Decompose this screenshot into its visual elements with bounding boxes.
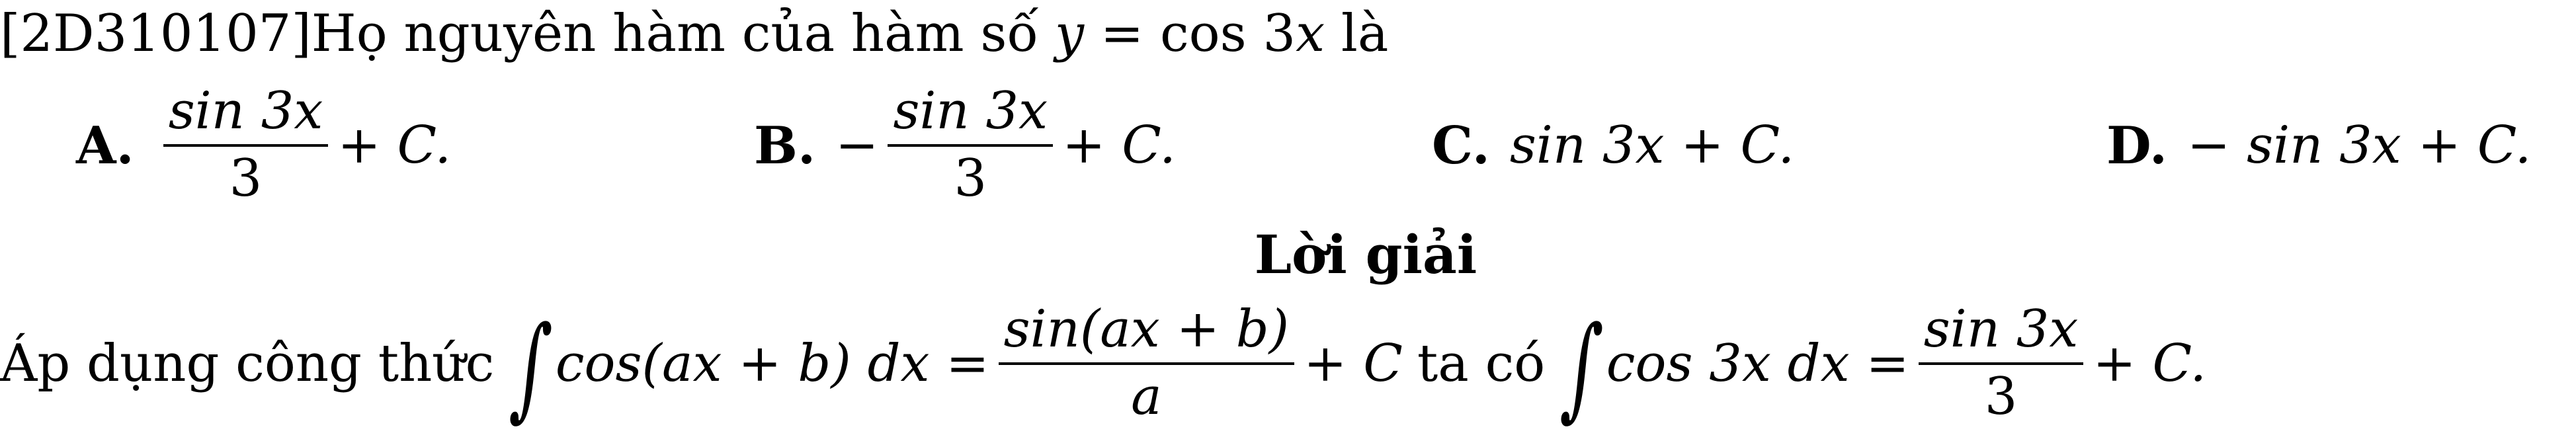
option-d-expression: − sin 3x + C. — [2187, 116, 2532, 175]
option-b-fraction — [888, 81, 1053, 208]
option-d-label: D. — [2106, 115, 2168, 176]
fraction-bar — [999, 362, 1294, 365]
option-b-denominator: 3 — [954, 149, 987, 208]
option-a-fraction — [163, 81, 329, 208]
option-b-numerator: sin 3x — [893, 81, 1048, 141]
fraction-bar — [163, 144, 329, 147]
solution-connector: ta có — [1417, 334, 1546, 393]
integral-sign-formula: ∫ — [507, 302, 556, 433]
function-variable-x: x — [1296, 4, 1325, 63]
formula-rest: + C — [1304, 334, 1403, 393]
question-tail: là — [1341, 4, 1389, 63]
option-b-rest: + C. — [1062, 116, 1176, 175]
function-equals: = — [1100, 4, 1144, 63]
option-a-rest: + C. — [337, 116, 452, 175]
option-a-denominator: 3 — [229, 149, 263, 208]
formula-fraction — [999, 300, 1294, 426]
question-text: Họ nguyên hàm của hàm số — [311, 4, 1039, 63]
solution-title: Lời giải — [1254, 223, 1477, 286]
formula-denominator: a — [1131, 367, 1162, 426]
option-b[interactable] — [754, 69, 1176, 222]
option-a-numerator: sin 3x — [168, 81, 323, 141]
formula-integrand: cos(ax + b) dx = — [555, 334, 989, 393]
option-d[interactable] — [2106, 69, 2531, 222]
apply-denominator: 3 — [1984, 367, 2018, 426]
function-variable-y: y — [1054, 4, 1085, 63]
question-line — [0, 4, 1389, 63]
function-expression: cos 3 — [1160, 4, 1296, 63]
option-b-label: B. — [754, 115, 816, 176]
apply-rest: + C. — [2093, 334, 2207, 393]
apply-numerator: sin 3x — [1923, 300, 2079, 360]
formula-numerator: sin(ax + b) — [1003, 300, 1290, 360]
option-a-label: A. — [76, 115, 134, 176]
integral-sign-apply: ∫ — [1558, 302, 1606, 433]
apply-integrand: cos 3x dx = — [1606, 334, 1909, 393]
option-c[interactable] — [1432, 69, 1794, 222]
option-b-sign: − — [835, 116, 879, 175]
fraction-bar — [1919, 362, 2084, 365]
option-c-label: C. — [1432, 115, 1490, 176]
option-c-expression: sin 3x + C. — [1509, 116, 1795, 175]
apply-fraction — [1919, 300, 2084, 426]
solution-body — [0, 284, 2206, 443]
question-code: [2D310107] — [0, 4, 312, 63]
solution-intro: Áp dụng công thức — [0, 334, 495, 393]
fraction-bar — [888, 144, 1053, 147]
option-a[interactable] — [76, 69, 451, 222]
